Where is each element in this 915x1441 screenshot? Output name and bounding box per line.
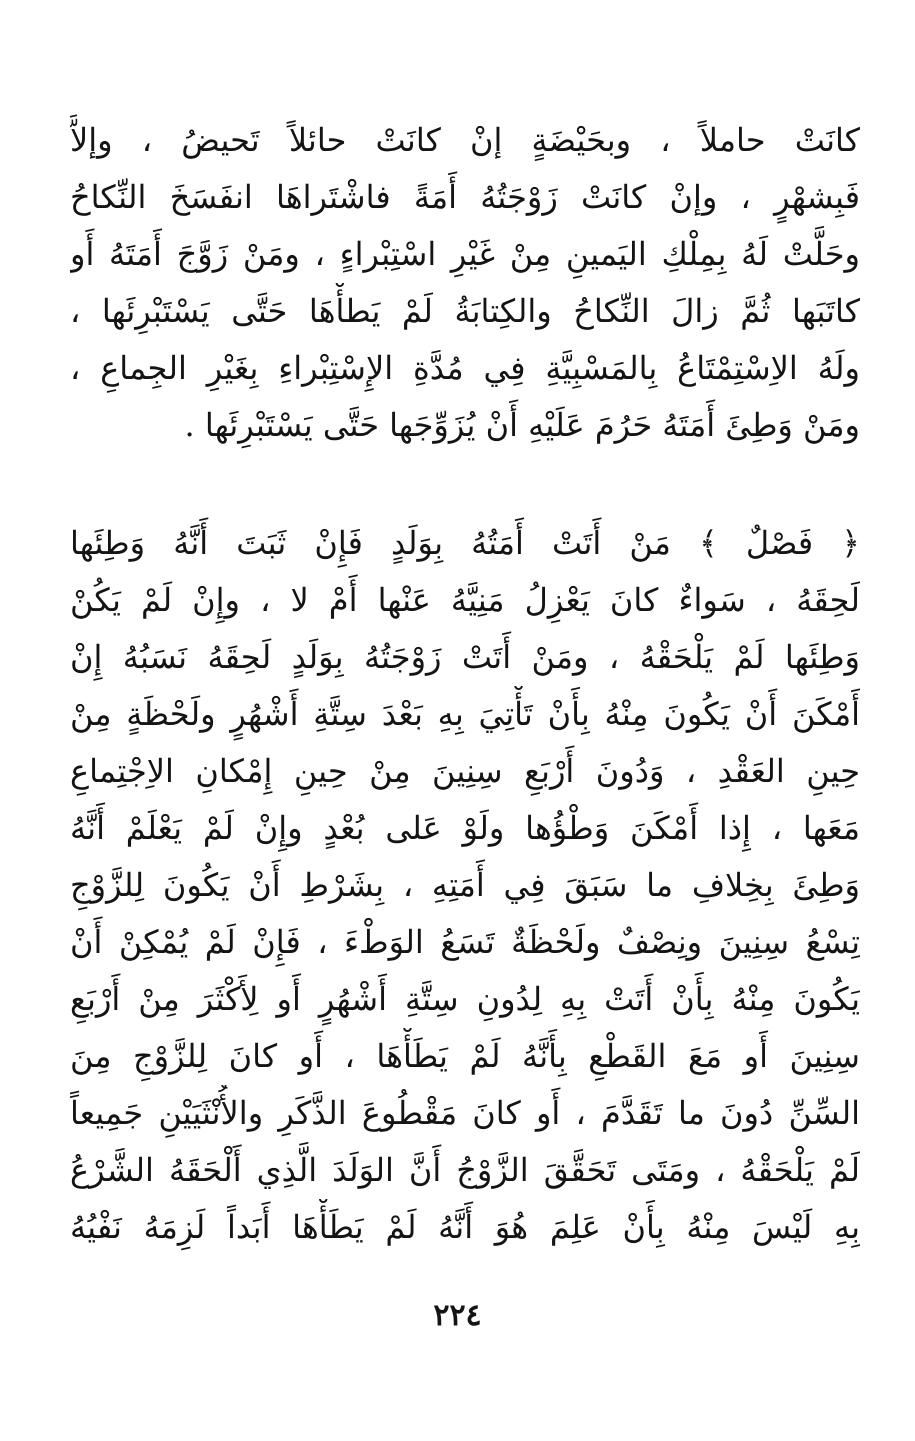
paragraph-istibra	[70, 112, 860, 454]
text-line: يَكُونَ مِنْهُ بِأَنْ أَتَتْ بِهِ لِدُونِ سِتَّةِ أَشْهُرٍ أَو لِأَكْثَرَ مِنْ أَرْبَعِ	[70, 980, 860, 1018]
text-line: سِنِينَ أَو مَعَ القَطْعِ بِأَنَّهُ لَمْ يَطَأْهَا ، أَو كانَ لِلزَّوْجِ مِنَ	[70, 1037, 860, 1075]
text-line: أَمْكَنَ أَنْ يَكُونَ مِنْهُ بِأَنْ تَأْتِيَ بِهِ بَعْدَ سِتَّةِ أَشْهُرٍ ولَحْظَةٍ مِنْ	[70, 695, 860, 733]
text-line: حِينِ العَقْدِ ، وَدُونَ أَرْبَعِ سِنِينَ مِنْ حِينِ إِمْكانِ الاِجْتِماعِ	[70, 752, 860, 790]
text-line: تِسْعُ سِنِينَ ونِصْفٌ ولَحْظَةٌ تَسَعُ الوَطْءَ ، فَإِنْ لَمْ يُمْكِنْ أَنْ	[70, 923, 860, 961]
text-line: السِّنِّ دُونَ ما تَقَدَّمَ ، أَو كانَ مَقْطُوعَ الذَّكَرِ والأُنْثَيَيْنِ جَمِيعاً	[70, 1094, 860, 1132]
paragraph-fasl	[70, 515, 860, 1256]
text-line: فَبِشهْرٍ ، وإنْ كانَتْ زَوْجَتُهُ أَمَةً فاشْتَراهَا انفَسَخَ النِّكاحُ	[70, 178, 860, 216]
text-line: كانَتْ حاملاً ، وبحَيْضَةٍ إنْ كانَتْ حائلاً تَحيضُ ، وإلاَّ	[70, 121, 860, 159]
page-number: ٢٢٤	[433, 1298, 482, 1333]
text-line: لَمْ يَلْحَقْهُ ، ومَتَى تَحَقَّقَ الزَّوْجُ أَنَّ الوَلَدَ الَّذِي أَلْحَقَهُ الشَّرْعُ	[70, 1151, 860, 1189]
text-line: ومَنْ وَطِئَ أَمَتَهُ حَرُمَ عَلَيْهِ أَنْ يُزَوِّجَها حَتَّى يَسْتَبْرِئَها .	[184, 406, 860, 444]
text-line: بِهِ لَيْسَ مِنْهُ بِأَنْ عَلِمَ هُوَ أَنَّهُ لَمْ يَطَأْهَا أَبَداً لَزِمَهُ نَفْيُهُ	[70, 1208, 860, 1246]
text-line: كاتَبَها ثُمَّ زالَ النِّكاحُ والكِتابَةُ لَمْ يَطأْهَا حَتَّى يَسْتَبْرِئَها ،	[70, 292, 860, 330]
text-line: ولَهُ الاِسْتِمْتَاعُ بِالمَسْبِيَّةِ فِي مُدَّةِ الإِسْتِبْراءِ بِغَيْرِ الجِماعِ ،	[70, 349, 860, 387]
text-line: لَحِقَهُ ، سَواءٌ كانَ يَعْزِلُ مَنِيَّهُ عَنْها أَمْ لا ، وإِنْ لَمْ يَكُنْ	[70, 581, 860, 619]
text-line: وَطِئَها لَمْ يَلْحَقْهُ ، ومَنْ أَتَتْ زَوْجَتُهُ بِوَلَدٍ لَحِقَهُ نَسَبُهُ إِنْ	[70, 638, 860, 676]
section-heading-line: ﴿ فَصْلٌ ﴾ مَنْ أَتَتْ أَمَتُهُ بِوَلَدٍ فَإِنْ ثَبَتَ أَنَّهُ وَطِئَها	[70, 524, 860, 562]
text-line: وَطِئَ بِخِلافِ ما سَبَقَ فِي أَمَتِهِ ، بِشَرْطِ أَنْ يَكُونَ لِلزَّوْجِ	[70, 866, 860, 904]
text-line: مَعَها ، إِذا أَمْكَنَ وَطْؤُها ولَوْ عَلى بُعْدٍ وإِنْ لَمْ يَعْلَمْ أَنَّهُ	[70, 809, 860, 847]
text-line: وحَلَّتْ لَهُ بِمِلْكِ اليَمينِ مِنْ غَيْرِ اسْتِبْراءٍ ، ومَنْ زَوَّجَ أَمَتَهُ أَو	[70, 235, 860, 273]
